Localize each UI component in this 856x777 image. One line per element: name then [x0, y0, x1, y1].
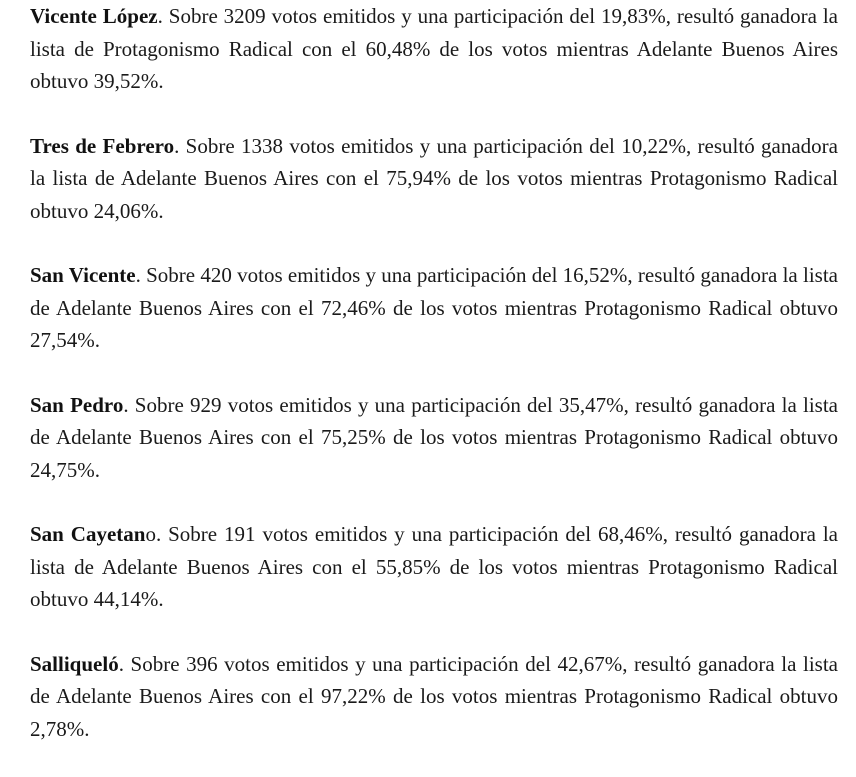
paragraph-text: . Sobre 191 votos emitidos y una participación del 68,46%, resultó ganadora la lista de Adelante Buenos Aires con el 55,85% de los votos mientras Protagonismo Radical obtuvo 44,14%.	[30, 522, 838, 611]
paragraph-san-vicente	[30, 259, 838, 357]
place-name: Salliqueló	[30, 651, 119, 676]
paragraph-text: . Sobre 396 votos emitidos y una participación del 42,67%, resultó ganadora la lista de Adelante Buenos Aires con el 97,22% de los votos mientras Protagonismo Radical obtuvo 2,78%.	[30, 651, 838, 741]
article-body	[30, 0, 838, 777]
place-name: Vicente López	[30, 4, 158, 28]
place-name: San Cayetan	[30, 522, 146, 546]
paragraph-text: . Sobre 929 votos emitidos y una participación del 35,47%, resultó ganadora la lista de Adelante Buenos Aires con el 75,25% de los votos mientras Protagonismo Radical obtuvo 24,75%.	[30, 392, 838, 482]
paragraph-salliquelo	[30, 648, 838, 746]
place-name-tail: o	[145, 522, 156, 546]
paragraph-vicente-lopez	[30, 0, 838, 98]
paragraph-tres-de-febrero	[30, 130, 838, 228]
paragraph-san-pedro	[30, 389, 838, 487]
place-name: San Pedro	[30, 392, 124, 417]
place-name: San Vicente	[30, 263, 136, 287]
place-name: Tres de Febrero	[30, 133, 175, 158]
paragraph-san-cayetano	[30, 518, 838, 616]
paragraph-text: . Sobre 420 votos emitidos y una participación del 16,52%, resultó ganadora la lista de Adelante Buenos Aires con el 72,46% de los votos mientras Protagonismo Radical obtuvo 27,54%.	[30, 263, 838, 352]
paragraph-text: . Sobre 3209 votos emitidos y una participación del 19,83%, resultó ganadora la lista de Protagonismo Radical con el 60,48% de los votos mientras Adelante Buenos Aires obtuvo 39,52%.	[30, 4, 839, 93]
paragraph-text: . Sobre 1338 votos emitidos y una participación del 10,22%, resultó ganadora la lista de Adelante Buenos Aires con el 75,94% de los votos mientras Protagonismo Radical obtuvo 24,06%.	[30, 133, 838, 223]
